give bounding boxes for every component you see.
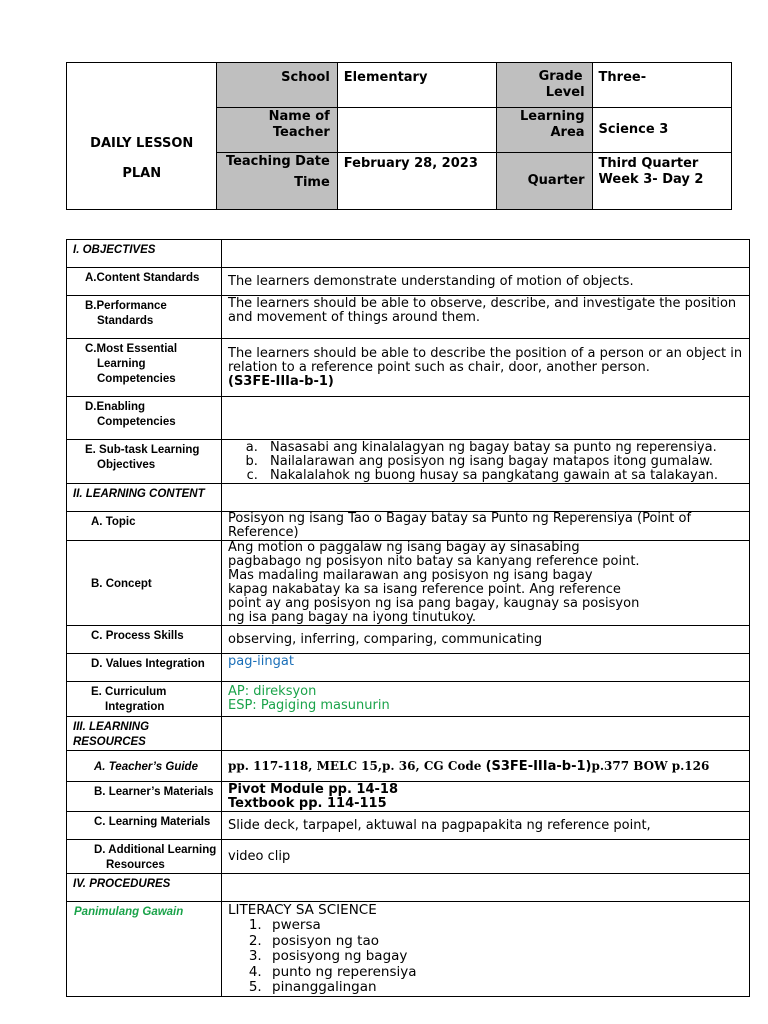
competencies-label: C.Most Essential Learning Competencies xyxy=(67,339,222,397)
list-item: 5. pinanggalingan xyxy=(266,980,745,996)
list-item: 1. pwersa xyxy=(266,918,745,934)
learning-content-section-label: II. LEARNING CONTENT xyxy=(67,484,222,512)
additional-resources-value: video clip xyxy=(222,840,750,874)
learning-materials-value: Slide deck, tarpapel, aktuwal na pagpapakita ng reference point, xyxy=(222,812,750,840)
curriculum-integration-label: E. Curriculum Integration xyxy=(67,682,222,717)
grade-level-value: Three- xyxy=(592,63,731,108)
topic-label: A. Topic xyxy=(67,512,222,541)
quarter-label: Quarter xyxy=(497,153,592,210)
values-integration-value: pag-iingat xyxy=(222,654,750,682)
panimulang-gawain-label: Panimulang Gawain xyxy=(67,902,222,997)
competency-code: (S3FE-IIIa-b-1) xyxy=(228,373,334,389)
content-standards-value: The learners demonstrate understanding of motion of objects. xyxy=(222,268,750,296)
grade-level-label: Grade Level xyxy=(497,63,592,108)
learners-materials-value: Pivot Module pp. 14-18 Textbook pp. 114-115 xyxy=(222,782,750,812)
learning-resources-section-label: III. LEARNING RESOURCES xyxy=(67,717,222,751)
competencies-value: The learners should be able to describe the position of a person or an object in relation to a reference point such as chair, door, another person. (S3FE-IIIa-b-1) xyxy=(222,339,750,397)
concept-label: B. Concept xyxy=(67,541,222,626)
values-integration-label: D. Values Integration xyxy=(67,654,222,682)
learners-materials-label: B. Learner’s Materials xyxy=(67,782,222,812)
topic-value: Posisyon ng isang Tao o Bagay batay sa Punto ng Reperensiya (Point of Reference) xyxy=(222,512,750,541)
school-label: School xyxy=(217,63,337,108)
teachers-guide-value: pp. 117-118, MELC 15,p. 36, CG Code (S3FE-IIIa-b-1)p.377 BOW p.126 xyxy=(222,751,750,782)
procedures-section-label: IV. PROCEDURES xyxy=(67,874,222,902)
performance-standards-value: The learners should be able to observe, describe, and investigate the position and movement of things around them. xyxy=(222,296,750,339)
enabling-competencies-label: D.Enabling Competencies xyxy=(67,397,222,440)
list-item: c. Nakalalahok ng buong husay sa pangkatang gawain at sa talakayan. xyxy=(262,469,745,483)
literacy-sa-science-block xyxy=(222,902,750,997)
content-standards-label: A.Content Standards xyxy=(67,268,222,296)
performance-standards-label: B.Performance Standards xyxy=(67,296,222,339)
teaching-date-value: February 28, 2023 xyxy=(337,153,496,210)
list-item: b. Nailalarawan ang posisyon ng isang bagay matapos itong gumalaw. xyxy=(262,455,745,469)
list-item: 3. posisyong ng bagay xyxy=(266,949,745,965)
daily-lesson-plan-title: DAILY LESSON PLAN xyxy=(67,63,217,210)
process-skills-value: observing, inferring, comparing, communicating xyxy=(222,626,750,654)
teachers-guide-label: A. Teacher’s Guide xyxy=(67,751,222,782)
learning-area-label: Learning Area xyxy=(497,108,592,153)
objectives-section-label: I. OBJECTIVES xyxy=(67,240,222,268)
school-value: Elementary xyxy=(337,63,496,108)
curriculum-integration-value: AP: direksyon ESP: Pagiging masunurin xyxy=(222,682,750,717)
subtask-objectives-list xyxy=(222,440,750,484)
process-skills-label: C. Process Skills xyxy=(67,626,222,654)
teaching-date-time-label: Teaching Date Time xyxy=(217,153,337,210)
quarter-value: Third Quarter Week 3- Day 2 xyxy=(592,153,731,210)
learning-materials-label: C. Learning Materials xyxy=(67,812,222,840)
teacher-name-value xyxy=(337,108,496,153)
subtask-objectives-label: E. Sub-task Learning Objectives xyxy=(67,440,222,484)
list-item: a. Nasasabi ang kinalalagyan ng bagay batay sa punto ng reperensiya. xyxy=(262,441,745,455)
concept-value: Ang motion o paggalaw ng isang bagay ay sinasabing pagbabago ng posisyon nito batay sa kanyang reference point. Mas madaling mailarawan ang posisyon ng isang bagay kapag nakabatay ka sa isang reference point. Ang reference point ay ang posisyon ng isa pang bagay, kaugnay sa posisyon ng isa pang bagay na iyong tinutukoy. xyxy=(222,541,750,626)
learning-area-value: Science 3 xyxy=(592,108,731,153)
literacy-title: LITERACY SA SCIENCE xyxy=(228,902,377,918)
lesson-plan-table xyxy=(66,239,750,997)
lesson-header-table xyxy=(66,62,732,210)
teacher-name-label: Name of Teacher xyxy=(217,108,337,153)
additional-resources-label: D. Additional Learning Resources xyxy=(67,840,222,874)
list-item: 4. punto ng reperensiya xyxy=(266,965,745,981)
list-item: 2. posisyon ng tao xyxy=(266,934,745,950)
